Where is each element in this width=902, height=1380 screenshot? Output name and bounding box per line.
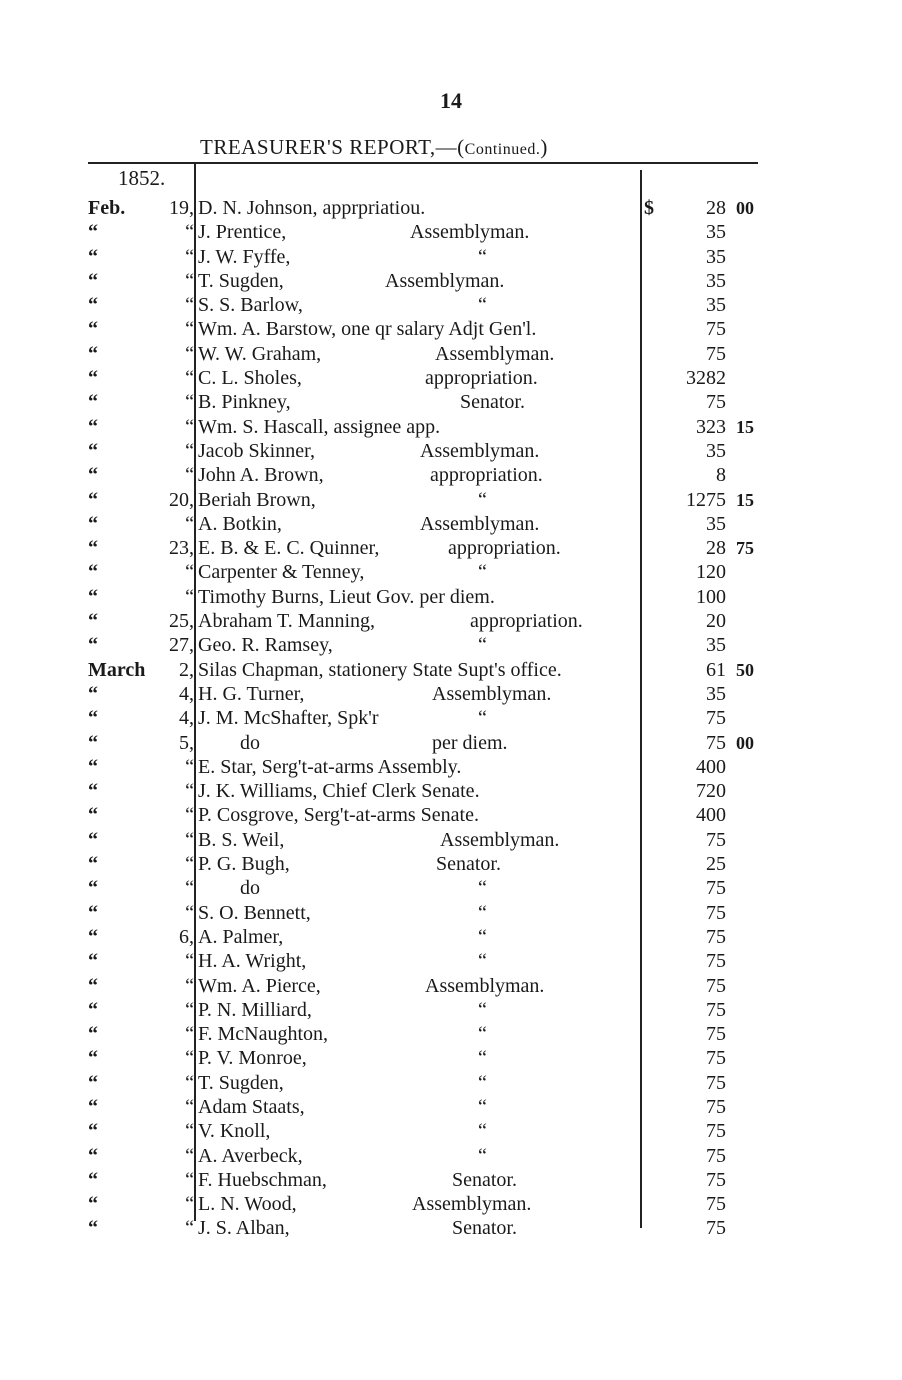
entry-name: V. Knoll, xyxy=(198,1120,271,1143)
entry-month: “ xyxy=(88,610,98,633)
entry-name: H. A. Wright, xyxy=(198,950,307,973)
entry-description: Senator. xyxy=(452,1217,517,1240)
entry-name: A. Averbeck, xyxy=(198,1144,303,1167)
title-main: TREASURER'S REPORT,—( xyxy=(200,135,465,159)
entry-cents: 00 xyxy=(736,732,754,753)
currency-symbol: $ xyxy=(644,197,654,219)
entry-month: “ xyxy=(88,221,98,244)
entry-name: Silas Chapman, stationery State Supt's office. xyxy=(198,658,562,681)
entry-month: “ xyxy=(88,998,98,1021)
ledger-row xyxy=(0,488,902,512)
ledger-row xyxy=(0,439,902,463)
entry-dollars: 28 xyxy=(706,537,726,560)
entry-dollars: 75 xyxy=(706,731,726,754)
entry-day: “ xyxy=(185,1193,194,1216)
entry-month: “ xyxy=(88,561,98,584)
entry-day: “ xyxy=(185,245,194,268)
entry-name: F. Huebschman, xyxy=(198,1168,327,1191)
entry-day: “ xyxy=(185,1217,194,1240)
entry-day: “ xyxy=(185,294,194,317)
entry-day: “ xyxy=(185,804,194,827)
ledger-row xyxy=(0,925,902,949)
entry-month: “ xyxy=(88,828,98,851)
entry-description: Assemblyman. xyxy=(385,269,505,292)
entry-name: S. S. Barlow, xyxy=(198,294,303,317)
ledger-row xyxy=(0,560,902,584)
entry-name: J. S. Alban, xyxy=(198,1217,290,1240)
ledger-row xyxy=(0,609,902,633)
entry-day: 4, xyxy=(179,682,194,705)
entry-day: “ xyxy=(185,561,194,584)
entry-dollars: 75 xyxy=(706,342,726,365)
entry-day: “ xyxy=(185,1120,194,1143)
entry-name: L. N. Wood, xyxy=(198,1193,297,1216)
entry-day: 23, xyxy=(169,537,194,560)
entry-dollars: 75 xyxy=(706,1023,726,1046)
entry-name: W. W. Graham, xyxy=(198,342,322,365)
entry-day: “ xyxy=(185,974,194,997)
entry-description: “ xyxy=(478,245,487,268)
entry-month: “ xyxy=(88,1193,98,1216)
entry-dollars: 25 xyxy=(706,853,726,876)
entry-day: “ xyxy=(185,1047,194,1070)
entry-dollars: 75 xyxy=(706,1095,726,1118)
entry-month: “ xyxy=(88,537,98,560)
report-title xyxy=(200,135,548,160)
ledger-row xyxy=(0,779,902,803)
entry-month: “ xyxy=(88,1095,98,1118)
entry-month: “ xyxy=(88,1168,98,1191)
entry-name: A. Palmer, xyxy=(198,925,284,948)
entry-dollars: 75 xyxy=(706,901,726,924)
entry-dollars: 75 xyxy=(706,950,726,973)
entry-description: “ xyxy=(478,901,487,924)
entry-month: “ xyxy=(88,269,98,292)
entry-day: 20, xyxy=(169,488,194,511)
entry-month: “ xyxy=(88,634,98,657)
entry-description: “ xyxy=(478,1144,487,1167)
entry-day: “ xyxy=(185,585,194,608)
entry-day: “ xyxy=(185,877,194,900)
entry-month: “ xyxy=(88,488,98,511)
ledger-row xyxy=(0,1119,902,1143)
entry-day: “ xyxy=(185,269,194,292)
entry-month: “ xyxy=(88,1047,98,1070)
entry-description: Assemblyman. xyxy=(440,828,560,851)
entry-description: “ xyxy=(478,877,487,900)
entry-dollars: 75 xyxy=(706,828,726,851)
entry-dollars: 35 xyxy=(706,682,726,705)
entry-name: A. Botkin, xyxy=(198,512,282,535)
entry-name: P. Cosgrove, Serg't-at-arms Senate. xyxy=(198,804,479,827)
ledger-row xyxy=(0,998,902,1022)
ledger-row xyxy=(0,1144,902,1168)
entry-dollars: 35 xyxy=(706,245,726,268)
entry-month: Feb. xyxy=(88,197,126,219)
entry-day: 25, xyxy=(169,610,194,633)
ledger-row xyxy=(0,901,902,925)
entry-description: Assemblyman. xyxy=(435,342,555,365)
entry-name: Jacob Skinner, xyxy=(198,439,315,462)
entry-month: “ xyxy=(88,682,98,705)
entry-day: 19, xyxy=(169,197,194,219)
entry-dollars: 28 xyxy=(706,197,726,219)
entry-day: “ xyxy=(185,780,194,803)
entry-dollars: 720 xyxy=(696,780,726,803)
entry-name: B. Pinkney, xyxy=(198,391,291,414)
entry-name: E. Star, Serg't-at-arms Assembly. xyxy=(198,755,462,778)
entry-day: “ xyxy=(185,1071,194,1094)
entry-day: “ xyxy=(185,828,194,851)
year-heading: 1852. xyxy=(118,166,166,190)
entry-month: “ xyxy=(88,755,98,778)
entry-description: “ xyxy=(478,1095,487,1118)
entry-description: Senator. xyxy=(436,853,501,876)
entry-month: “ xyxy=(88,925,98,948)
entry-name: do xyxy=(240,877,260,900)
entry-name: C. L. Sholes, xyxy=(198,367,302,390)
entry-day: 4, xyxy=(179,707,194,730)
entry-month: “ xyxy=(88,585,98,608)
entry-name: Wm. A. Barstow, one qr salary Adjt Gen'l. xyxy=(198,318,537,341)
entry-name: P. V. Monroe, xyxy=(198,1047,307,1070)
entry-description: Assemblyman. xyxy=(420,439,540,462)
entry-month: “ xyxy=(88,853,98,876)
ledger-row xyxy=(0,463,902,487)
entry-description: Assemblyman. xyxy=(412,1193,532,1216)
entry-dollars: 323 xyxy=(696,415,726,438)
entry-name: Carpenter & Tenney, xyxy=(198,561,365,584)
ledger-row xyxy=(0,633,902,657)
entry-name: H. G. Turner, xyxy=(198,682,305,705)
entry-dollars: 35 xyxy=(706,294,726,317)
ledger-row xyxy=(0,974,902,998)
entry-dollars: 61 xyxy=(706,658,726,681)
ledger-row xyxy=(0,876,902,900)
entry-day: “ xyxy=(185,1144,194,1167)
entry-name: Abraham T. Manning, xyxy=(198,610,376,633)
entry-day: “ xyxy=(185,901,194,924)
ledger-row xyxy=(0,512,902,536)
entry-dollars: 75 xyxy=(706,877,726,900)
entry-cents: 00 xyxy=(736,198,754,218)
entry-dollars: 75 xyxy=(706,925,726,948)
entry-name: do xyxy=(240,731,260,754)
entry-day: “ xyxy=(185,853,194,876)
ledger-row xyxy=(0,682,902,706)
entry-dollars: 20 xyxy=(706,610,726,633)
entry-dollars: 75 xyxy=(706,1217,726,1240)
entry-dollars: 75 xyxy=(706,391,726,414)
ledger-row xyxy=(0,293,902,317)
ledger-row xyxy=(0,1022,902,1046)
ledger-row xyxy=(0,1168,902,1192)
ledger-row xyxy=(0,658,902,682)
entry-name: P. N. Milliard, xyxy=(198,998,312,1021)
entry-description: appropriation. xyxy=(470,610,583,633)
entry-day: “ xyxy=(185,998,194,1021)
entry-day: 6, xyxy=(179,925,194,948)
entry-month: “ xyxy=(88,901,98,924)
entry-name: E. B. & E. C. Quinner, xyxy=(198,537,380,560)
entry-day: “ xyxy=(185,318,194,341)
entry-name: Wm. A. Pierce, xyxy=(198,974,321,997)
ledger-row xyxy=(0,220,902,244)
ledger-row xyxy=(0,706,902,730)
entry-dollars: 75 xyxy=(706,1071,726,1094)
entry-month: “ xyxy=(88,1217,98,1240)
entry-month: “ xyxy=(88,342,98,365)
ledger-row xyxy=(0,245,902,269)
entry-month: “ xyxy=(88,367,98,390)
entry-description: Assemblyman. xyxy=(410,221,530,244)
entry-dollars: 75 xyxy=(706,974,726,997)
entry-dollars: 400 xyxy=(696,804,726,827)
entry-dollars: 75 xyxy=(706,998,726,1021)
entry-description: appropriation. xyxy=(430,464,543,487)
entry-cents: 75 xyxy=(736,538,754,559)
entry-day: “ xyxy=(185,755,194,778)
entry-dollars: 75 xyxy=(706,1120,726,1143)
ledger-row xyxy=(0,536,902,560)
entry-description: Assemblyman. xyxy=(432,682,552,705)
entry-day: “ xyxy=(185,512,194,535)
page-number: 14 xyxy=(440,88,462,113)
entry-description: “ xyxy=(478,294,487,317)
entry-description: per diem. xyxy=(432,731,508,754)
entry-month: “ xyxy=(88,439,98,462)
entry-name: Geo. R. Ramsey, xyxy=(198,634,333,657)
ledger-row xyxy=(0,1095,902,1119)
ledger-row xyxy=(0,1046,902,1070)
ledger-entries xyxy=(0,196,902,1241)
entry-description: Assemblyman. xyxy=(420,512,540,535)
entry-day: “ xyxy=(185,1023,194,1046)
entry-description: “ xyxy=(478,1047,487,1070)
entry-description: “ xyxy=(478,950,487,973)
entry-dollars: 35 xyxy=(706,439,726,462)
entry-description: “ xyxy=(478,488,487,511)
ledger-row xyxy=(0,852,902,876)
entry-name: B. S. Weil, xyxy=(198,828,285,851)
entry-dollars: 35 xyxy=(706,634,726,657)
entry-month: “ xyxy=(88,294,98,317)
entry-name: J. M. McShafter, Spk'r xyxy=(198,707,379,730)
entry-cents: 15 xyxy=(736,489,754,510)
entry-dollars: 75 xyxy=(706,1144,726,1167)
ledger-row xyxy=(0,803,902,827)
entry-day: 5, xyxy=(179,731,194,754)
entry-month: “ xyxy=(88,318,98,341)
entry-month: “ xyxy=(88,780,98,803)
entry-day: “ xyxy=(185,439,194,462)
entry-name: J. W. Fyffe, xyxy=(198,245,291,268)
entry-month: “ xyxy=(88,512,98,535)
entry-cents: 50 xyxy=(736,659,754,680)
entry-description: Senator. xyxy=(452,1168,517,1191)
ledger-row xyxy=(0,196,902,220)
entry-name: Wm. S. Hascall, assignee app. xyxy=(198,415,441,438)
entry-day: “ xyxy=(185,415,194,438)
ledger-row xyxy=(0,366,902,390)
entry-description: “ xyxy=(478,707,487,730)
header-rule xyxy=(88,162,758,164)
entry-name: D. N. Johnson, apprpriatiou. xyxy=(198,197,426,219)
entry-description: appropriation. xyxy=(448,537,561,560)
entry-month: “ xyxy=(88,804,98,827)
entry-month: “ xyxy=(88,391,98,414)
entry-month: “ xyxy=(88,1144,98,1167)
entry-month: “ xyxy=(88,974,98,997)
entry-day: “ xyxy=(185,1095,194,1118)
entry-name: J. Prentice, xyxy=(198,221,287,244)
entry-month: “ xyxy=(88,731,98,754)
entry-day: “ xyxy=(185,1168,194,1191)
entry-name: J. K. Williams, Chief Clerk Senate. xyxy=(198,780,480,803)
entry-name: Adam Staats, xyxy=(198,1095,305,1118)
entry-name: S. O. Bennett, xyxy=(198,901,311,924)
title-close: ) xyxy=(540,135,548,159)
entry-name: P. G. Bugh, xyxy=(198,853,290,876)
entry-description: “ xyxy=(478,1071,487,1094)
entry-dollars: 8 xyxy=(716,464,726,487)
entry-name: T. Sugden, xyxy=(198,1071,284,1094)
entry-month: “ xyxy=(88,707,98,730)
entry-month: “ xyxy=(88,245,98,268)
ledger-row xyxy=(0,585,902,609)
ledger-row xyxy=(0,1071,902,1095)
entry-description: “ xyxy=(478,634,487,657)
ledger-row xyxy=(0,1192,902,1216)
entry-description: “ xyxy=(478,925,487,948)
title-continued: Continued. xyxy=(464,141,541,158)
entry-dollars: 400 xyxy=(696,755,726,778)
entry-dollars: 120 xyxy=(696,561,726,584)
entry-name: Timothy Burns, Lieut Gov. per diem. xyxy=(198,585,495,608)
entry-month: “ xyxy=(88,1023,98,1046)
ledger-row xyxy=(0,1216,902,1240)
entry-description: “ xyxy=(478,1120,487,1143)
entry-description: “ xyxy=(478,1023,487,1046)
ledger-row xyxy=(0,415,902,439)
entry-month: March xyxy=(88,658,146,681)
entry-dollars: 75 xyxy=(706,707,726,730)
entry-cents: 15 xyxy=(736,416,754,437)
entry-name: Beriah Brown, xyxy=(198,488,316,511)
entry-dollars: 35 xyxy=(706,269,726,292)
entry-month: “ xyxy=(88,950,98,973)
entry-dollars: 75 xyxy=(706,1168,726,1191)
entry-month: “ xyxy=(88,877,98,900)
ledger-row xyxy=(0,949,902,973)
entry-description: Senator. xyxy=(460,391,525,414)
entry-month: “ xyxy=(88,415,98,438)
entry-day: 2, xyxy=(179,658,194,681)
entry-dollars: 1275 xyxy=(686,488,726,511)
ledger-row xyxy=(0,731,902,755)
entry-day: “ xyxy=(185,464,194,487)
entry-month: “ xyxy=(88,464,98,487)
entry-day: “ xyxy=(185,221,194,244)
entry-month: “ xyxy=(88,1120,98,1143)
entry-dollars: 3282 xyxy=(686,367,726,390)
entry-day: “ xyxy=(185,342,194,365)
entry-description: appropriation. xyxy=(425,367,538,390)
entry-description: “ xyxy=(478,998,487,1021)
entry-dollars: 35 xyxy=(706,512,726,535)
ledger-row xyxy=(0,755,902,779)
entry-name: T. Sugden, xyxy=(198,269,284,292)
entry-dollars: 75 xyxy=(706,1193,726,1216)
ledger-row xyxy=(0,269,902,293)
ledger-row xyxy=(0,342,902,366)
entry-name: John A. Brown, xyxy=(198,464,324,487)
entry-dollars: 100 xyxy=(696,585,726,608)
ledger-row xyxy=(0,317,902,341)
entry-day: “ xyxy=(185,950,194,973)
entry-description: Assemblyman. xyxy=(425,974,545,997)
entry-dollars: 35 xyxy=(706,221,726,244)
entry-name: F. McNaughton, xyxy=(198,1023,329,1046)
entry-month: “ xyxy=(88,1071,98,1094)
entry-dollars: 75 xyxy=(706,1047,726,1070)
entry-description: “ xyxy=(478,561,487,584)
entry-dollars: 75 xyxy=(706,318,726,341)
entry-day: 27, xyxy=(169,634,194,657)
entry-day: “ xyxy=(185,391,194,414)
ledger-row xyxy=(0,390,902,414)
ledger-row xyxy=(0,828,902,852)
entry-day: “ xyxy=(185,367,194,390)
